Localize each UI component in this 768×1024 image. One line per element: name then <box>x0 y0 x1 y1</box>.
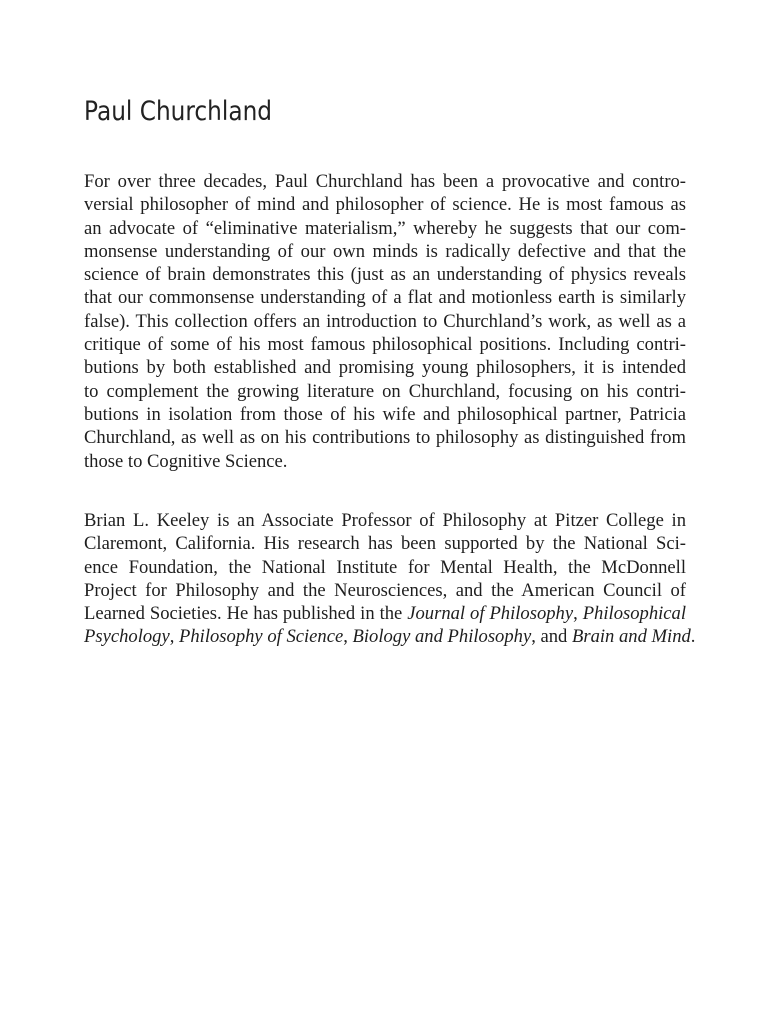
paragraph-line: false). This collection offers an introduction to Churchland’s work, as well as a <box>84 310 686 332</box>
journal-title: Brain and Mind <box>572 626 691 648</box>
page-title: Paul Churchland <box>84 96 273 127</box>
paragraph-line: Claremont, California. His research has been supported by the National Sci- <box>84 533 686 555</box>
journal-title: Philosophy of Science <box>179 626 344 648</box>
separator: , <box>343 626 353 648</box>
paragraph-line: science of brain demonstrates this (just as an understanding of physics reveals <box>84 264 686 286</box>
paragraph-line: those to Cognitive Science. <box>84 450 288 472</box>
paragraph-line: Brian L. Keeley is an Associate Professor of Philosophy at Pitzer College in <box>84 510 686 531</box>
paragraph-line: to complement the growing literature on Churchland, focusing on his contri- <box>84 380 686 402</box>
editor-bio-paragraph <box>84 509 696 649</box>
journal-title: Philosophical <box>582 603 686 625</box>
separator: , <box>169 626 180 648</box>
paragraph-line: an advocate of “eliminative materialism,” whereby he suggests that our com- <box>84 217 686 239</box>
paragraph-line: ence Foundation, the National Institute for Mental Health, the McDonnell <box>84 556 686 578</box>
separator: , and <box>531 626 572 648</box>
paragraph-line: Project for Philosophy and the Neurosciences, and the American Council of <box>84 579 686 601</box>
paragraph-line: For over three decades, Paul Churchland has been a provocative and contro- <box>84 171 686 192</box>
paragraph-line <box>84 602 686 625</box>
paragraph-line: Churchland, as well as on his contributions to philosophy as distinguished from <box>84 427 686 449</box>
bio-text: Learned Societies. He has published in the <box>84 603 408 625</box>
paragraph-line: monsense understanding of our own minds is radically defective and that the <box>84 240 686 262</box>
paragraph-line: butions in isolation from those of his wife and philosophical partner, Patricia <box>84 403 686 425</box>
end-punctuation: . <box>690 626 696 648</box>
journal-title: Biology and Philosophy <box>352 626 532 648</box>
journal-title: Psychology <box>84 626 170 648</box>
paragraph-line: versial philosopher of mind and philosopher of science. He is most famous as <box>84 194 686 216</box>
paragraph-line <box>84 625 696 648</box>
paragraph-line: that our commonsense understanding of a flat and motionless earth is similarly <box>84 287 686 309</box>
paragraph-line: critique of some of his most famous philosophical positions. Including contri- <box>84 334 686 356</box>
paragraph-line: butions by both established and promising young philosophers, it is intended <box>84 357 686 379</box>
description-paragraph <box>84 170 686 473</box>
separator: , <box>573 603 583 625</box>
journal-title: Journal of Philosophy <box>407 603 574 625</box>
